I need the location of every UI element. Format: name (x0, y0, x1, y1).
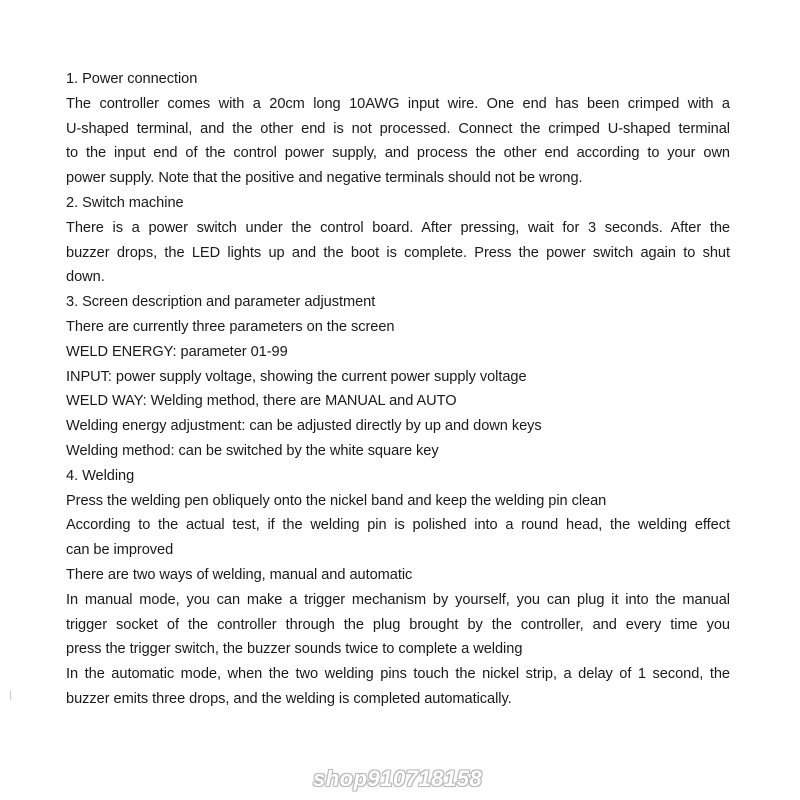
instruction-document (66, 67, 736, 712)
document-line: buzzer drops, the LED lights up and the boot is complete. Press the power switch again to shut (66, 244, 730, 261)
document-line: Welding energy adjustment: can be adjusted directly by up and down keys (66, 418, 542, 435)
document-line: INPUT: power supply voltage, showing the current power supply voltage (66, 368, 527, 385)
document-line: Welding method: can be switched by the white square key (66, 442, 439, 459)
document-line: to the input end of the control power supply, and process the other end according to your own (66, 145, 730, 162)
document-line: WELD ENERGY: parameter 01-99 (66, 343, 288, 360)
document-line: 4. Welding (66, 467, 135, 484)
document-line: press the trigger switch, the buzzer sounds twice to complete a welding (66, 641, 523, 658)
document-line: buzzer emits three drops, and the welding is completed automatically. (66, 690, 512, 707)
document-line: The controller comes with a 20cm long 10AWG input wire. One end has been crimped with a (66, 95, 730, 112)
margin-mark: | (9, 690, 13, 701)
shop-watermark: shop910718158 (313, 766, 483, 791)
document-line: Press the welding pen obliquely onto the nickel band and keep the welding pin clean (66, 492, 607, 509)
document-line: In the automatic mode, when the two welding pins touch the nickel strip, a delay of 1 second, the (66, 666, 730, 683)
document-line: According to the actual test, if the welding pin is polished into a round head, the welding effect (66, 517, 730, 534)
document-line: There is a power switch under the control board. After pressing, wait for 3 seconds. After the (66, 219, 730, 236)
document-line: down. (66, 269, 105, 286)
document-line: U-shaped terminal, and the other end is not processed. Connect the crimped U-shaped terminal (66, 120, 730, 137)
document-line: WELD WAY: Welding method, there are MANUAL and AUTO (66, 393, 457, 410)
document-line: trigger socket of the controller through the plug brought by the controller, and every time you (66, 616, 730, 633)
document-line: There are currently three parameters on the screen (66, 318, 395, 335)
document-line: In manual mode, you can make a trigger mechanism by yourself, you can plug it into the manual (66, 591, 730, 608)
document-line: 3. Screen description and parameter adjustment (66, 294, 376, 311)
document-line: power supply. Note that the positive and negative terminals should not be wrong. (66, 170, 583, 187)
document-line: 1. Power connection (66, 71, 198, 87)
document-line: 2. Switch machine (66, 194, 184, 211)
document-line: can be improved (66, 542, 174, 559)
document-line: There are two ways of welding, manual and automatic (66, 566, 413, 583)
